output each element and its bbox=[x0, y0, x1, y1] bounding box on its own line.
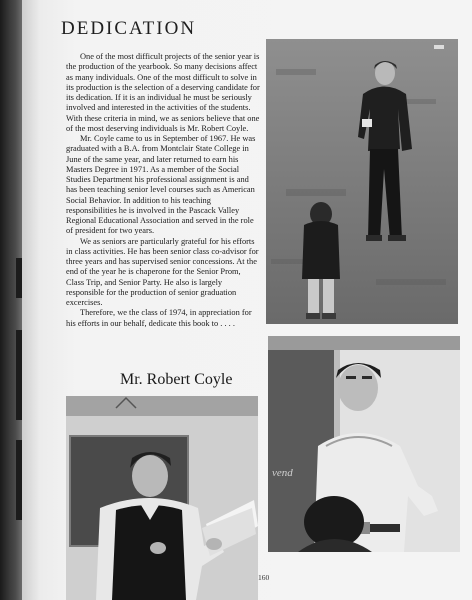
paragraph-3: We as seniors are particularly grateful for his efforts in class activities. He has been senior class co-advisor for three years and has supervised senior concessions. At the end of the year he is chaperone for the Senior Prom, Class Trip, and Senior Party. He also is largely responsible for the production of senior graduation excercises. bbox=[66, 236, 259, 307]
dedication-text bbox=[66, 52, 260, 329]
paragraph-1: One of the most difficult projects of the senior year is the production of the yearbook. So many decisions affect as many individuals. One of the most difficult to solve in its production is the selection of a deserving candidate for its dedication. If it is an individual he must be seriously involved and interested in the activities of the students. With these criteria in mind, we as seniors believe that one of the most deserving individuals is Mr. Robert Coyle. bbox=[66, 52, 260, 133]
paragraph-2: Mr. Coyle came to us in September of 1967. He was graduated with a B.A. from Montclair State College in June of the same year, and later returned to earn his Masters Degree in 1971. As a member of the Social Studies Department his professional assignment is and has been teaching senior level courses such as American Social Behavior. In addition to his teaching responsibilities he is involved in the Pascack Valley Regional Educational Association and served in the role of president for two years. bbox=[66, 134, 256, 236]
paragraph-4: Therefore, we the class of 1974, in appreciation for his efforts in our behalf, dedicate this book to . . . . bbox=[66, 308, 252, 328]
photo-classroom-chalkboard bbox=[268, 336, 460, 552]
photo-holding-papers bbox=[66, 396, 258, 600]
svg-text:vend: vend bbox=[272, 467, 293, 479]
book-binding bbox=[0, 0, 22, 600]
page-title: DEDICATION bbox=[61, 18, 197, 39]
photo-outdoor-field bbox=[266, 39, 458, 324]
page-number: 160 bbox=[258, 573, 270, 582]
dedicatee-name: Mr. Robert Coyle bbox=[120, 371, 233, 388]
